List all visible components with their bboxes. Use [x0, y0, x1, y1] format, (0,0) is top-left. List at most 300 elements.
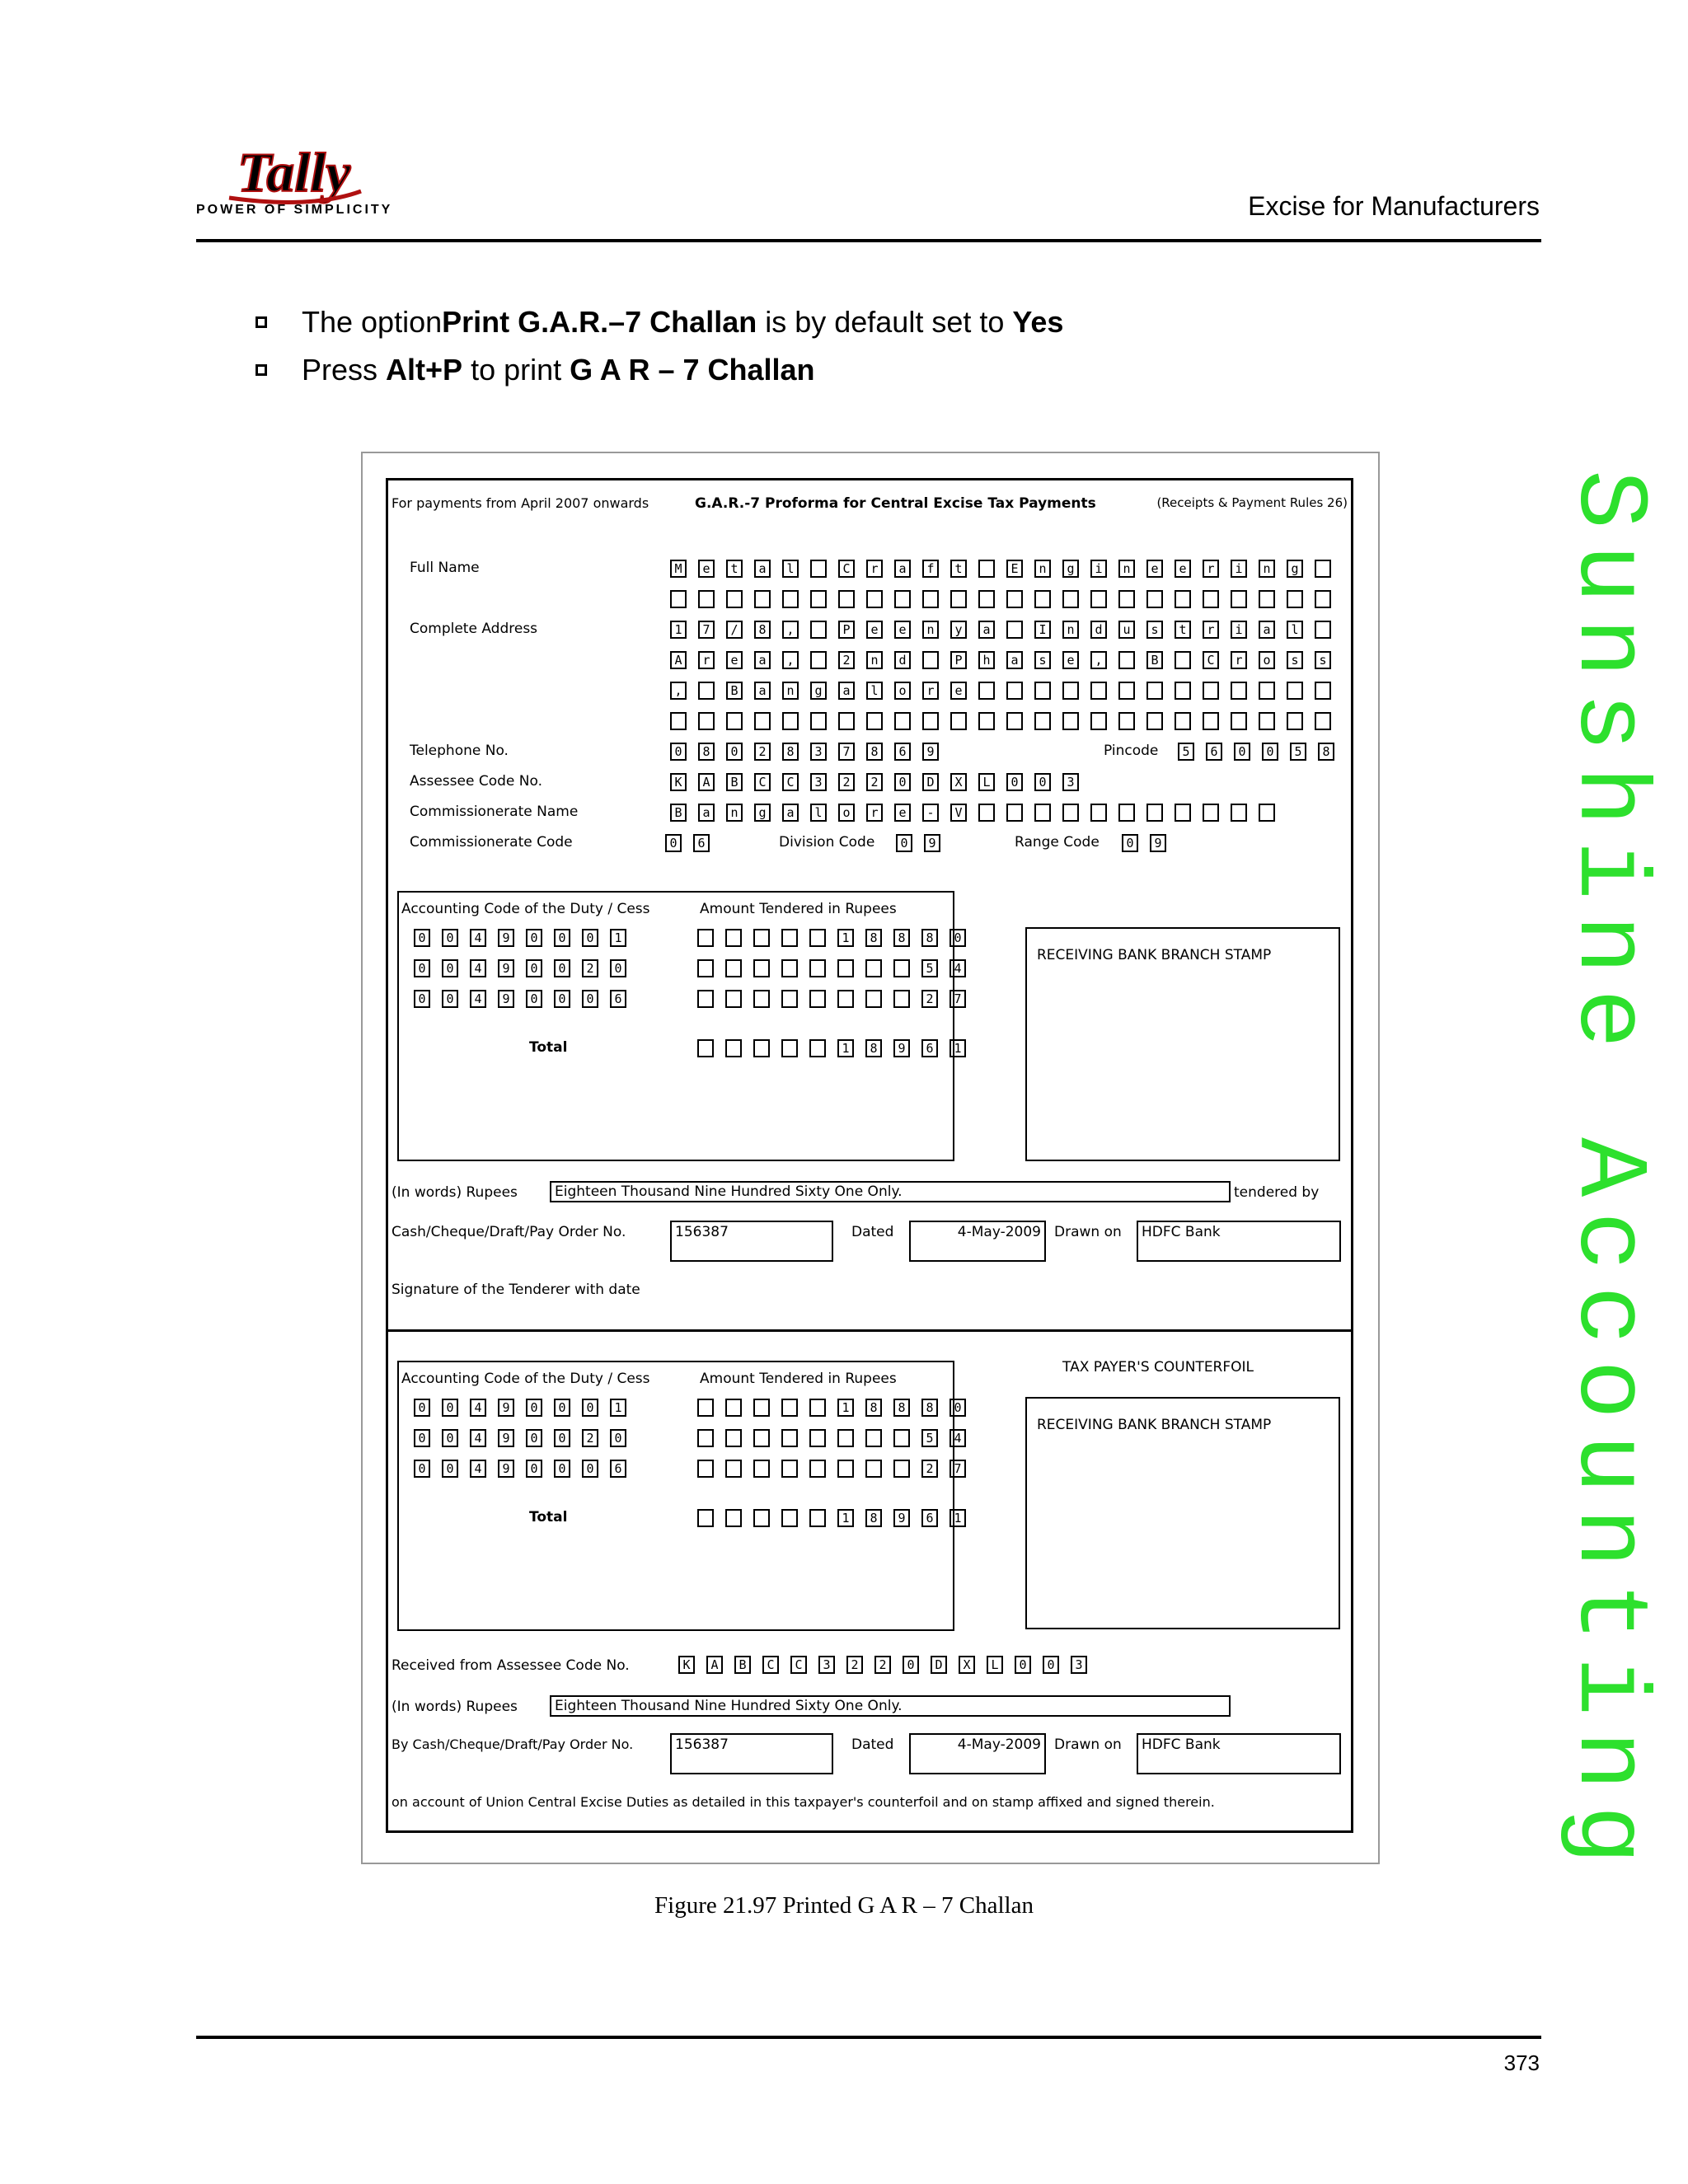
char-box [582, 959, 598, 977]
char-box [610, 929, 626, 947]
char-box-text: 1 [674, 621, 682, 637]
char-box [866, 743, 883, 761]
char-box [893, 1509, 910, 1527]
char-box [554, 929, 570, 947]
char-box [1006, 712, 1023, 730]
received-label: Received from Assessee Code No. [392, 1657, 630, 1674]
char-box [470, 1429, 486, 1447]
header-rule [196, 239, 1541, 242]
char-box [1062, 804, 1079, 822]
char-box-text: B [674, 804, 682, 820]
char-box [697, 1429, 714, 1447]
logo-text: Tally [237, 141, 351, 204]
char-box [725, 929, 742, 947]
char-box-text: 0 [614, 1430, 622, 1446]
range-code-row [1122, 834, 1178, 852]
char-box [1203, 560, 1219, 578]
char-box [1203, 712, 1219, 730]
total-label: Total [529, 1509, 568, 1526]
char-box [753, 1460, 770, 1478]
char-box [554, 1429, 570, 1447]
char-box [893, 1429, 910, 1447]
char-box [1146, 651, 1163, 669]
char-box-text: o [898, 682, 907, 698]
char-box [837, 990, 854, 1008]
char-box [1090, 804, 1107, 822]
char-box-text: I [1039, 621, 1047, 637]
char-box [665, 834, 682, 852]
char-box [1175, 651, 1191, 669]
char-box [526, 990, 542, 1008]
total-label: Total [529, 1039, 568, 1056]
char-box [414, 1399, 430, 1417]
char-box [865, 1460, 882, 1478]
pincode-label: Pincode [1104, 743, 1159, 759]
char-box-text: 8 [786, 743, 795, 759]
char-box [838, 804, 855, 822]
char-box-text: 0 [558, 991, 566, 1006]
char-box-text: e [898, 804, 907, 820]
char-box [866, 651, 883, 669]
char-box [698, 773, 715, 791]
char-box-text: 2 [926, 1460, 934, 1476]
char-box [610, 990, 626, 1008]
char-box [894, 773, 911, 791]
char-box [753, 959, 770, 977]
char-box [697, 1460, 714, 1478]
char-box-text: 4 [474, 960, 482, 976]
char-box [894, 651, 911, 669]
char-box [754, 804, 771, 822]
char-box-text: 0 [446, 930, 454, 945]
char-box-text: V [954, 804, 963, 820]
char-box [1287, 682, 1303, 700]
char-box-text: u [1123, 621, 1131, 637]
char-box [610, 959, 626, 977]
char-box-text: 0 [1238, 743, 1246, 759]
char-box [698, 804, 715, 822]
char-box-text: 9 [898, 1040, 906, 1056]
char-box-text: 9 [1154, 835, 1162, 851]
char-box-text: 9 [926, 743, 935, 759]
char-box [1146, 804, 1163, 822]
char-box-text: o [1263, 652, 1271, 668]
char-box-text: f [926, 560, 935, 576]
char-box [1062, 651, 1079, 669]
char-box [809, 929, 826, 947]
char-box [922, 712, 939, 730]
char-box [781, 929, 798, 947]
char-box [753, 929, 770, 947]
char-box [1006, 682, 1023, 700]
char-box [894, 743, 911, 761]
char-box-text: g [1067, 560, 1075, 576]
char-box [810, 743, 827, 761]
char-box-text: 9 [898, 1510, 906, 1526]
char-box-text: 5 [1182, 743, 1190, 759]
char-box [866, 804, 883, 822]
char-box-text: t [1179, 621, 1187, 637]
char-box-text: s [1319, 652, 1327, 668]
char-box-text: B [738, 1657, 747, 1672]
char-box [978, 590, 995, 608]
char-box-text: , [1095, 652, 1103, 668]
char-box-text: 0 [614, 960, 622, 976]
char-box-text: X [963, 1657, 971, 1672]
amount-words: Eighteen Thousand Nine Hundred Sixty One Only. [550, 1695, 1231, 1717]
char-box-text: 9 [502, 1399, 510, 1415]
char-box-text: 8 [870, 1510, 878, 1526]
char-box-text: 8 [898, 1399, 906, 1415]
char-box-text: g [814, 682, 823, 698]
char-box [950, 804, 967, 822]
char-box [781, 959, 798, 977]
char-box-text: 0 [418, 991, 426, 1006]
assessee-code-row [678, 1656, 1099, 1674]
char-box [782, 560, 799, 578]
char-box [1231, 590, 1247, 608]
char-box [1231, 621, 1247, 639]
char-box [950, 1460, 966, 1478]
char-box [1178, 743, 1194, 761]
char-box [726, 651, 743, 669]
char-box-text: 0 [900, 835, 908, 851]
amount-row [697, 1399, 978, 1417]
char-box [1006, 804, 1023, 822]
char-box [838, 773, 855, 791]
char-box-text: D [935, 1657, 943, 1672]
char-box [838, 590, 855, 608]
char-box [810, 560, 827, 578]
char-box [818, 1656, 835, 1674]
square-bullet-icon [256, 364, 267, 376]
char-box-text: B [730, 774, 738, 790]
char-box [734, 1656, 751, 1674]
char-box [753, 1399, 770, 1417]
char-box-text: i [1235, 560, 1243, 576]
char-box [725, 1039, 742, 1057]
char-box [1118, 621, 1135, 639]
char-box-text: r [1235, 652, 1243, 668]
char-box [894, 712, 911, 730]
char-box [610, 1399, 626, 1417]
char-box [782, 590, 799, 608]
char-box-text: 0 [586, 991, 594, 1006]
char-box [782, 773, 799, 791]
char-box [865, 1399, 882, 1417]
char-box-text: C [786, 774, 795, 790]
acc-code-row [414, 929, 638, 947]
char-box-text: 1 [614, 1399, 622, 1415]
char-box [1006, 621, 1023, 639]
char-box-text: , [786, 652, 795, 668]
char-box-text: d [1095, 621, 1103, 637]
char-box [950, 1509, 966, 1527]
char-box [837, 1429, 854, 1447]
char-box [790, 1656, 807, 1674]
char-box [782, 621, 799, 639]
char-box-text: 2 [586, 960, 594, 976]
char-box-text: 0 [418, 1460, 426, 1476]
char-box-text: 7 [954, 1460, 962, 1476]
char-box-text: e [702, 560, 710, 576]
char-box-text: C [1207, 652, 1215, 668]
acc-code-row [414, 959, 638, 977]
char-box [865, 1429, 882, 1447]
amount-row [697, 990, 978, 1008]
char-box [809, 990, 826, 1008]
char-box-text: 5 [1294, 743, 1302, 759]
char-box-text: 0 [558, 930, 566, 945]
counterfoil-accounting-box [397, 1361, 962, 1631]
char-box [1287, 560, 1303, 578]
char-box [1006, 590, 1023, 608]
char-box [498, 929, 514, 947]
char-box-text: n [1039, 560, 1047, 576]
total-row [697, 1039, 978, 1057]
char-box [978, 773, 995, 791]
char-box [754, 712, 771, 730]
char-box [697, 1509, 714, 1527]
char-box [582, 929, 598, 947]
char-box [810, 621, 827, 639]
char-box [1315, 651, 1331, 669]
char-box [670, 804, 687, 822]
char-box-text: 3 [823, 1657, 831, 1672]
char-box [1203, 590, 1219, 608]
char-box [809, 1399, 826, 1417]
char-box-text: a [702, 804, 710, 820]
char-box-text: i [1095, 560, 1103, 576]
char-box-text: t [730, 560, 738, 576]
char-box [726, 560, 743, 578]
char-box-text: P [842, 621, 851, 637]
char-box [894, 621, 911, 639]
char-box [554, 990, 570, 1008]
full-name-label: Full Name [410, 560, 480, 576]
char-box [894, 804, 911, 822]
char-box [1234, 743, 1250, 761]
char-box [950, 1399, 966, 1417]
char-box [781, 1039, 798, 1057]
char-box [697, 959, 714, 977]
char-box-text: 9 [502, 1430, 510, 1446]
char-box-text: a [786, 804, 795, 820]
char-box [837, 1509, 854, 1527]
full-name-row [670, 590, 1343, 608]
char-box-text: g [758, 804, 767, 820]
char-box [670, 651, 687, 669]
char-box [754, 682, 771, 700]
char-box [987, 1656, 1003, 1674]
char-box-text: s [1291, 652, 1299, 668]
char-box-text: 1 [954, 1040, 962, 1056]
char-box-text: 3 [1075, 1657, 1083, 1672]
division-code-row [896, 834, 952, 852]
drawn-label: Drawn on [1054, 1736, 1122, 1753]
acc-code-row [414, 990, 638, 1008]
char-box [1175, 621, 1191, 639]
char-box [782, 682, 799, 700]
char-box-text: 8 [758, 621, 767, 637]
square-bullet-icon [256, 316, 267, 328]
char-box [725, 1460, 742, 1478]
char-box-text: 0 [446, 960, 454, 976]
char-box-text: i [1235, 621, 1243, 637]
char-box [1062, 560, 1079, 578]
dated-label: Dated [851, 1736, 894, 1753]
char-box-text: A [702, 774, 710, 790]
char-box-text: a [1010, 652, 1019, 668]
char-box [1231, 560, 1247, 578]
char-box [866, 712, 883, 730]
char-box [894, 560, 911, 578]
char-box-text: e [870, 621, 879, 637]
char-box-text: l [786, 560, 795, 576]
char-box [1175, 712, 1191, 730]
char-box-text: 1 [842, 1399, 850, 1415]
char-box [1287, 621, 1303, 639]
char-box-text: 0 [907, 1657, 915, 1672]
char-box-text: 6 [926, 1040, 934, 1056]
char-box [698, 682, 715, 700]
char-box-text: 0 [418, 1430, 426, 1446]
char-box [670, 590, 687, 608]
char-box [921, 1429, 938, 1447]
char-box [762, 1656, 779, 1674]
char-box [1231, 651, 1247, 669]
char-box-text: 0 [1010, 774, 1019, 790]
char-box [498, 1460, 514, 1478]
address-row [670, 621, 1343, 639]
char-box-text: e [1179, 560, 1187, 576]
char-box-text: 2 [926, 991, 934, 1006]
char-box [670, 560, 687, 578]
char-box [922, 651, 939, 669]
char-box [470, 1460, 486, 1478]
char-box-text: C [767, 1657, 775, 1672]
char-box-text: P [954, 652, 963, 668]
char-box [670, 712, 687, 730]
char-box-text: n [730, 804, 738, 820]
char-box [950, 929, 966, 947]
char-box-text: 0 [586, 930, 594, 945]
char-box [950, 773, 967, 791]
char-box-text: 7 [954, 991, 962, 1006]
char-box [781, 1460, 798, 1478]
char-box-text: 3 [1067, 774, 1075, 790]
char-box-text: n [870, 652, 879, 668]
bullet-item: Press Alt+P to print G A R – 7 Challan [256, 346, 1063, 394]
char-box [726, 773, 743, 791]
char-box-text: 6 [898, 743, 907, 759]
char-box [726, 682, 743, 700]
char-box [726, 621, 743, 639]
address-row [670, 712, 1343, 730]
cheque-no: 156387 [670, 1221, 833, 1262]
footer-rule [196, 2036, 1541, 2039]
char-box [1118, 682, 1135, 700]
char-box [754, 621, 771, 639]
char-box [950, 682, 967, 700]
char-box-text: 4 [954, 960, 962, 976]
char-box [921, 1399, 938, 1417]
char-box [921, 929, 938, 947]
comm-name-row [670, 804, 1287, 822]
char-box-text: 8 [702, 743, 710, 759]
char-box [1259, 560, 1275, 578]
address-row [670, 682, 1343, 700]
char-box-text: n [786, 682, 795, 698]
amount-row [697, 959, 978, 977]
char-box [1231, 804, 1247, 822]
page-number: 373 [1503, 2050, 1540, 2075]
char-box [1034, 560, 1051, 578]
char-box-text: 6 [697, 835, 706, 851]
stamp-box [1025, 927, 1340, 1161]
char-box [1203, 621, 1219, 639]
char-box [1062, 682, 1079, 700]
char-box-text: e [898, 621, 907, 637]
char-box [1043, 1656, 1059, 1674]
char-box [950, 560, 967, 578]
char-box [810, 682, 827, 700]
char-box-text: L [982, 774, 991, 790]
words-label: (In words) Rupees [392, 1699, 518, 1715]
char-box [866, 621, 883, 639]
char-box [554, 1399, 570, 1417]
char-box [1034, 651, 1051, 669]
char-box [1315, 712, 1331, 730]
char-box [893, 959, 910, 977]
char-box [726, 804, 743, 822]
char-box [1122, 834, 1138, 852]
char-box [1318, 743, 1334, 761]
char-box-text: 0 [558, 1399, 566, 1415]
char-box [1062, 590, 1079, 608]
char-box [1175, 682, 1191, 700]
bullet-list [256, 298, 1063, 394]
char-box [1034, 590, 1051, 608]
char-box [1315, 682, 1331, 700]
char-box [1175, 590, 1191, 608]
char-box [697, 1039, 714, 1057]
char-box [582, 990, 598, 1008]
char-box-text: 0 [1019, 1657, 1027, 1672]
gar7-challan-form [386, 478, 1353, 1833]
char-box [922, 621, 939, 639]
char-box [810, 804, 827, 822]
char-box [526, 1399, 542, 1417]
telephone-label: Telephone No. [410, 743, 509, 759]
char-box-text: 8 [870, 1040, 878, 1056]
char-box [442, 959, 458, 977]
char-box [1150, 834, 1166, 852]
char-box-text: r [1207, 560, 1215, 576]
char-box [414, 1460, 430, 1478]
char-box [1071, 1656, 1087, 1674]
char-box [809, 959, 826, 977]
char-box-text: r [702, 652, 710, 668]
char-box [922, 773, 939, 791]
char-box [1062, 712, 1079, 730]
char-box [698, 560, 715, 578]
char-box [922, 560, 939, 578]
char-box-text: 1 [842, 1510, 850, 1526]
accounting-box [397, 891, 962, 1161]
char-box [978, 651, 995, 669]
char-box [922, 590, 939, 608]
